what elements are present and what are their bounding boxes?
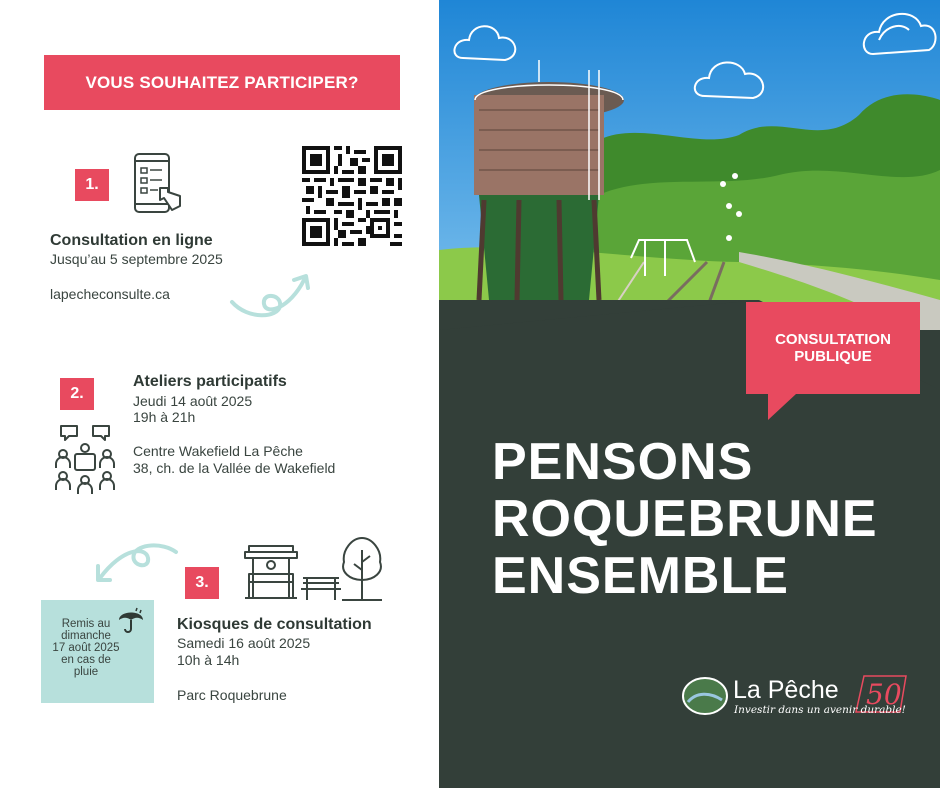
step3-number: 3. xyxy=(185,567,219,599)
rain-note-text xyxy=(41,618,131,678)
callout-line: CONSULTATION xyxy=(775,331,891,348)
curly-arrow-icon xyxy=(228,268,314,324)
group-meeting-icon xyxy=(53,424,117,496)
rain-note xyxy=(41,600,154,703)
step2-date: Jeudi 14 août 2025 xyxy=(133,393,253,409)
logo-anniversary: 50 xyxy=(866,678,902,711)
step1-url-link[interactable]: lapecheconsulte.ca xyxy=(50,286,170,302)
step1-date: Jusqu’au 5 septembre 2025 xyxy=(50,251,223,267)
logo-name: La Pêche xyxy=(733,676,839,704)
step3-date: Samedi 16 août 2025 xyxy=(177,635,311,651)
step2-time: 19h à 21h xyxy=(133,409,196,425)
participate-banner: VOUS SOUHAITEZ PARTICIPER? xyxy=(44,55,400,110)
poster-panel xyxy=(439,0,940,788)
rain-note-line: pluie xyxy=(73,666,99,678)
rain-note-line: Remis au xyxy=(61,618,111,630)
step2-place: Centre Wakefield La Pêche xyxy=(133,443,303,459)
callout-tail xyxy=(768,394,796,420)
qr-code-icon[interactable] xyxy=(302,146,402,246)
public-consultation-callout xyxy=(746,302,920,394)
logo-tagline: Investir dans un avenir durable! xyxy=(734,704,906,716)
info-panel xyxy=(0,0,439,788)
step1-title: Consultation en ligne xyxy=(50,232,213,249)
step1-number: 1. xyxy=(75,169,109,201)
kiosk-icon xyxy=(243,544,299,600)
headline-line: ROQUEBRUNE xyxy=(492,490,878,548)
step3-title: Kiosques de consultation xyxy=(177,616,372,633)
curly-arrow-icon xyxy=(92,542,180,588)
rain-note-line: 17 août 2025 xyxy=(52,642,120,654)
callout-line: PUBLIQUE xyxy=(794,348,872,365)
main-headline xyxy=(492,434,912,605)
rain-note-line: dimanche xyxy=(61,630,111,642)
phone-survey-icon xyxy=(132,152,188,216)
headline-line: PENSONS xyxy=(492,433,754,491)
step2-address: 38, ch. de la Vallée de Wakefield xyxy=(133,460,336,476)
step2-title: Ateliers participatifs xyxy=(133,373,287,390)
park-photo xyxy=(439,0,940,788)
step2-number: 2. xyxy=(60,378,94,410)
step3-time: 10h à 14h xyxy=(177,652,240,668)
step3-place: Parc Roquebrune xyxy=(177,687,287,703)
bench-icon xyxy=(301,574,341,602)
rain-note-line: en cas de xyxy=(61,654,111,666)
headline-line: ENSEMBLE xyxy=(492,547,789,605)
tree-icon xyxy=(340,536,384,602)
